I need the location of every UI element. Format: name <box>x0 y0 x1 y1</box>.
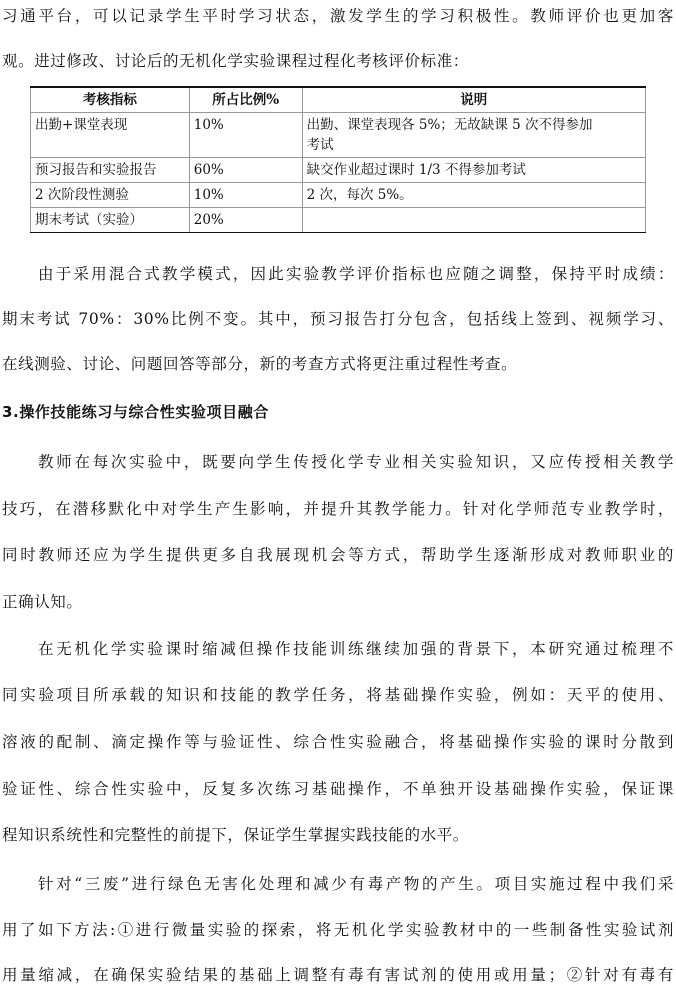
note-line: 缺交作业超过课时 1/3 不得参加考试 <box>306 162 526 178</box>
cell-indicator: 出勤+课堂表现 <box>31 113 190 158</box>
para4-line-3: 用量缩减，在确保实验结果的基础上调整有毒有害试剂的使用或用量；②针对有毒有 <box>2 966 674 984</box>
cell-indicator: 期末考试（实验） <box>31 208 190 233</box>
cell-indicator: 2 次阶段性测验 <box>31 183 190 208</box>
table-header-row <box>31 87 646 113</box>
note-line: 考试 <box>306 137 334 153</box>
table-row <box>31 208 646 233</box>
cell-ratio: 10% <box>189 183 302 208</box>
para1-line-2: 期末考试 70%：30%比例不变。其中，预习报告打分包含，包括线上签到、视频学习、 <box>2 310 674 328</box>
para2-line-1: 教师在每次实验中，既要向学生传授化学专业相关实验知识，又应传授相关教学 <box>38 453 674 471</box>
cell-ratio: 60% <box>189 158 302 183</box>
para3-line-1: 在无机化学实验课时缩减但操作技能训练继续加强的背景下，本研究通过梳理不 <box>38 640 674 658</box>
intro-line-1: 习通平台，可以记录学生平时学习状态，激发学生的学习积极性。教师评价也更加客 <box>2 7 674 25</box>
note-line: 2 次，每次 5%。 <box>306 187 413 203</box>
para4-line-2: 用了如下方法:①进行微量实验的探索，将无机化学实验教材中的一些制备性实验试剂 <box>2 921 674 939</box>
section-heading: 3.操作技能练习与综合性实验项目融合 <box>2 403 269 421</box>
para2-line-2: 技巧，在潜移默化中对学生产生影响，并提升其教学能力。针对化学师范专业教学时， <box>2 500 674 518</box>
header-indicator: 考核指标 <box>31 87 190 113</box>
evaluation-criteria-table <box>30 86 646 233</box>
para3-line-5: 程知识系统性和完整性的前提下，保证学生掌握实践技能的水平。 <box>2 826 469 844</box>
para1-line-1: 由于采用混合式教学模式，因此实验教学评价指标也应随之调整，保持平时成绩： <box>38 265 674 283</box>
table-row <box>31 113 646 158</box>
para4-line-1: 针对“三废”进行绿色无害化处理和减少有毒产物的产生。项目实施过程中我们采 <box>38 875 674 893</box>
para3-line-4: 验证性、综合性实验中，反复多次练习基础操作，不单独开设基础操作实验，保证课 <box>2 780 674 798</box>
cell-ratio: 10% <box>189 113 302 158</box>
para2-line-4: 正确认知。 <box>2 593 83 611</box>
para3-line-2: 同实验项目所承载的知识和技能的教学任务，将基础操作实验，例如：天平的使用、 <box>2 686 674 704</box>
cell-note <box>302 208 645 233</box>
cell-ratio: 20% <box>189 208 302 233</box>
note-line <box>307 210 641 230</box>
table-row <box>31 183 646 208</box>
para2-line-3: 同时教师还应为学生提供更多自我展现机会等方式，帮助学生逐渐形成对教师职业的 <box>2 546 674 564</box>
table-row <box>31 158 646 183</box>
cell-note <box>302 183 645 208</box>
cell-note <box>302 158 645 183</box>
para3-line-3: 溶液的配制、滴定操作等与验证性、综合性实验融合，将基础操作实验的课时分散到 <box>2 733 674 751</box>
cell-indicator: 预习报告和实验报告 <box>31 158 190 183</box>
para1-line-3: 在线测验、讨论、问题回答等部分，新的考查方式将更注重过程性考查。 <box>2 355 518 373</box>
intro-line-2: 观。进过修改、讨论后的无机化学实验课程过程化考核评价标准： <box>2 52 469 70</box>
note-line: 出勤、课堂表现各 5%；无故缺课 5 次不得参加 <box>306 117 593 133</box>
cell-note <box>302 113 645 158</box>
header-note: 说明 <box>302 87 645 113</box>
header-ratio: 所占比例% <box>189 87 302 113</box>
